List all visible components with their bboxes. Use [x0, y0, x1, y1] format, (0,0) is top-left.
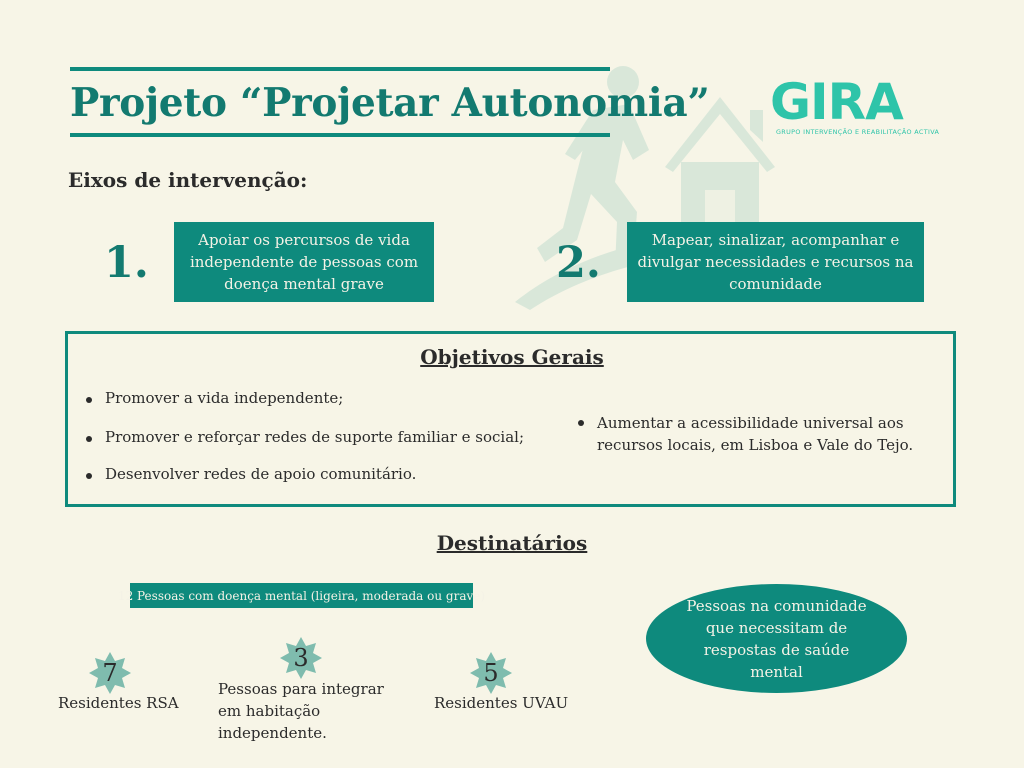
bullet-dot	[86, 473, 92, 479]
count-badge-independent	[279, 636, 323, 680]
bullet-dot	[86, 436, 92, 442]
axis-1-number: 1.	[104, 238, 149, 288]
label-rsa: Residentes RSA	[58, 694, 179, 712]
bullet-dot	[86, 397, 92, 403]
axes-heading: Eixos de intervenção:	[68, 168, 308, 192]
objective-item	[86, 389, 343, 407]
count-uvau: 5	[483, 659, 499, 687]
community-ellipse	[646, 584, 907, 693]
axis-1-text: Apoiar os percursos de vida independente de pessoas com doença mental grave	[189, 231, 419, 293]
count-rsa: 7	[102, 659, 118, 687]
title-bottom-rule	[70, 133, 610, 137]
title-top-rule	[70, 67, 610, 71]
community-text: Pessoas na comunidade que necessitam de respostas de saúde mental	[686, 596, 867, 681]
gira-logo-subtitle: GRUPO INTERVENÇÃO E REABILITAÇÃO ACTIVA	[776, 128, 940, 136]
objective-item	[578, 412, 928, 456]
label-independent: Pessoas para integrar em habitação independente.	[218, 680, 384, 742]
recipients-title: Destinatários	[436, 531, 588, 555]
page-title: Projeto “Projetar Autonomia”	[70, 80, 710, 126]
axis-2-number: 2.	[556, 238, 601, 288]
recipients-group-label: 12 Pessoas com doença mental (ligeira, moderada ou grave)	[130, 583, 473, 608]
bullet-dot	[578, 420, 584, 426]
axis-1-box	[174, 222, 434, 302]
objective-item	[86, 465, 416, 483]
objective-text: Desenvolver redes de apoio comunitário.	[105, 465, 417, 483]
objective-text: Promover e reforçar redes de suporte familiar e social;	[105, 428, 524, 446]
objective-text: Promover a vida independente;	[105, 389, 344, 407]
axis-2-text: Mapear, sinalizar, acompanhar e divulgar necessidades e recursos na comunidade	[637, 231, 914, 293]
objectives-title: Objetivos Gerais	[420, 345, 604, 369]
count-badge-rsa	[88, 651, 132, 695]
objective-item	[86, 428, 524, 446]
count-badge-uvau	[469, 651, 513, 695]
objective-text: Aumentar a acessibilidade universal aos recursos locais, em Lisboa e Vale do Tejo.	[597, 414, 914, 454]
label-uvau: Residentes UVAU	[434, 694, 569, 712]
axis-2-box	[627, 222, 924, 302]
count-independent: 3	[293, 644, 309, 672]
gira-logo: GIRA	[770, 73, 903, 131]
